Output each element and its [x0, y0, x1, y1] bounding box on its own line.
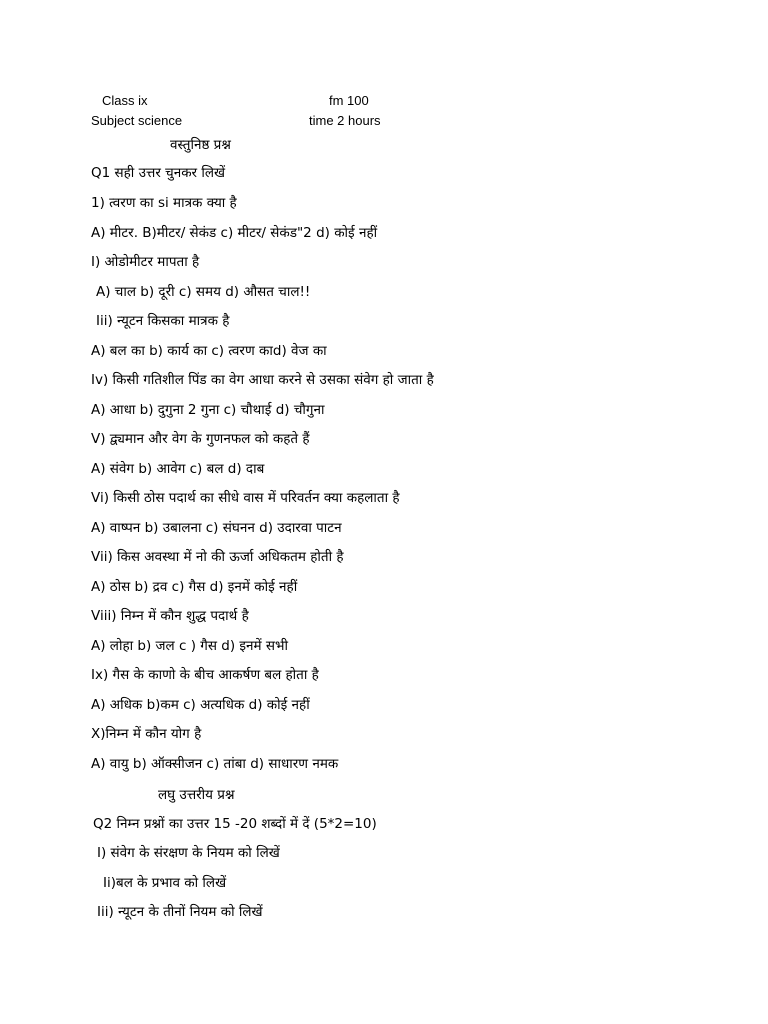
options-7: A) ठोस b) द्रव c) गैस d) इनमें कोई नहीं	[91, 579, 298, 595]
time-label: time 2 hours	[309, 113, 381, 128]
short-question-1: I) संवेग के संरक्षण के नियम को लिखें	[97, 845, 280, 861]
options-9: A) अधिक b)कम c) अत्यधिक d) कोई नहीं	[91, 697, 310, 713]
options-2: A) चाल b) दूरी c) समय d) औसत चाल!!	[96, 284, 311, 300]
short-question-2: Ii)बल के प्रभाव को लिखें	[103, 875, 227, 891]
options-1: A) मीटर. B)मीटर/ सेकंड c) मीटर/ सेकंड"2 d) कोई नहीं	[91, 225, 378, 241]
question-10: X)निम्न में कौन योग है	[91, 726, 202, 742]
q2-instruction: Q2 निम्न प्रश्नों का उत्तर 15 -20 शब्दों में दें (5*2=10)	[93, 816, 377, 832]
subject-label: Subject science	[91, 113, 183, 128]
options-3: A) बल का b) कार्य का c) त्वरण काd) वेज का	[91, 343, 327, 359]
options-4: A) आधा b) दुगुना 2 गुना c) चौथाई d) चौगुना	[91, 402, 325, 418]
question-4: Iv) किसी गतिशील पिंड का वेग आधा करने से उसका संवेग हो जाता है	[91, 372, 434, 388]
question-9: Ix) गैस के काणो के बीच आकर्षण बल होता है	[91, 667, 319, 683]
options-5: A) संवेग b) आवेग c) बल d) दाब	[91, 461, 265, 477]
options-10: A) वायु b) ऑक्सीजन c) तांबा d) साधारण नमक	[91, 756, 339, 772]
q1-instruction: Q1 सही उत्तर चुनकर लिखें	[91, 165, 226, 181]
question-3: Iii) न्यूटन किसका मात्रक है	[96, 313, 230, 329]
question-1: 1) त्वरण का si मात्रक क्या है	[91, 195, 237, 211]
class-label: Class ix	[102, 93, 148, 108]
options-8: A) लोहा b) जल c ) गैस d) इनमें सभी	[91, 638, 289, 654]
question-8: Viii) निम्न में कौन शुद्ध पदार्थ है	[91, 608, 249, 624]
short-question-3: Iii) न्यूटन के तीनों नियम को लिखें	[97, 904, 263, 920]
question-6: Vi) किसी ठोस पदार्थ का सीधे वास में परिवर्तन क्या कहलाता है	[91, 490, 400, 506]
question-2: I) ओडोमीटर मापता है	[91, 254, 200, 270]
question-5: V) द्व्यमान और वेग के गुणनफल को कहते हैं	[91, 431, 310, 447]
question-7: Vii) किस अवस्था में नो की ऊर्जा अधिकतम होती है	[91, 549, 344, 565]
section-objective-title: वस्तुनिष्ठ प्रश्न	[170, 137, 231, 153]
options-6: A) वाष्पन b) उबालना c) संघनन d) उदारवा पाटन	[91, 520, 342, 536]
full-marks: fm 100	[329, 93, 369, 108]
section-short-answer-title: लघु उत्तरीय प्रश्न	[158, 787, 235, 803]
